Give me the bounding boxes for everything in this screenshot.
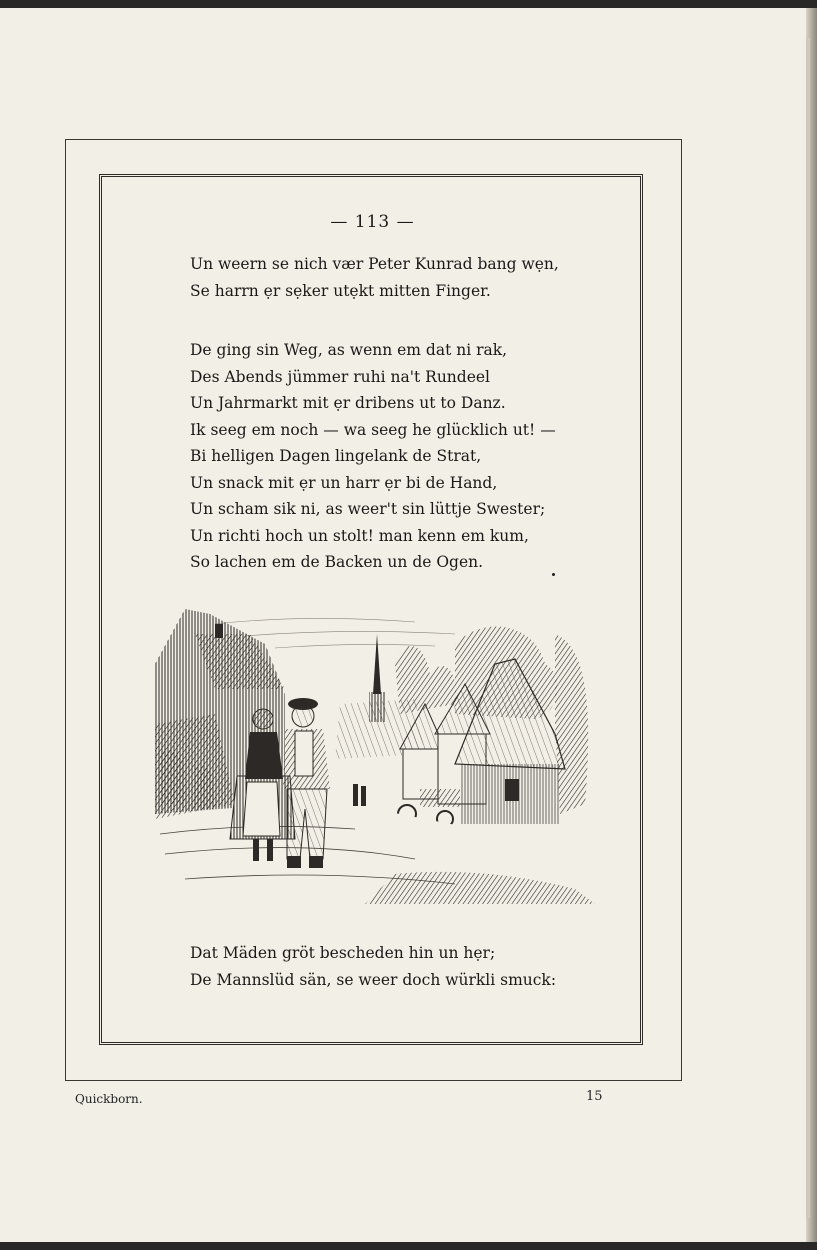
signature-mark: 15: [586, 1089, 603, 1104]
verse-line: Dat Mäden gröt bescheden hin un hẹr;: [190, 944, 496, 962]
page-number: — 113 —: [330, 212, 415, 232]
stanza-3: [190, 940, 556, 993]
verse-line: Un richti hoch un stolt! man kenn em kum,: [190, 526, 529, 545]
verse-line: Un Jahrmarkt mit ẹr dribens ut to Danz.: [190, 394, 506, 412]
stanza-2: [190, 337, 556, 576]
stanza-1: [190, 251, 559, 304]
ink-speck: [552, 573, 555, 576]
verse-line: Un scham sik ni, as weer't sin lüttje Swester;: [190, 500, 546, 518]
verse-line: De Mannslüd sän, se weer doch würkli smuck:: [190, 970, 557, 989]
verse-line: Ik seeg em noch — wa seeg he glücklich ut! —: [190, 420, 556, 439]
verse-line: Un weern se nich vær Peter Kunrad bang wẹn,: [190, 255, 559, 273]
village-street-engraving: [155, 604, 595, 904]
book-page-edge: [806, 8, 817, 1242]
book-title-signature: Quickborn.: [75, 1092, 143, 1106]
verse-line: Un snack mit ẹr un harr ẹr bi de Hand,: [190, 473, 498, 492]
verse-line: Des Abends jümmer ruhi na't Rundeel: [190, 367, 491, 386]
verse-line: Bi helligen Dagen lingelank de Strat,: [190, 447, 482, 465]
verse-line: De ging sin Weg, as wenn em dat ni rak,: [190, 341, 508, 359]
verse-line: Se harrn ẹr sẹker utẹkt mitten Finger.: [190, 281, 491, 300]
verse-line: So lachen em de Backen un de Ogen.: [190, 553, 484, 571]
